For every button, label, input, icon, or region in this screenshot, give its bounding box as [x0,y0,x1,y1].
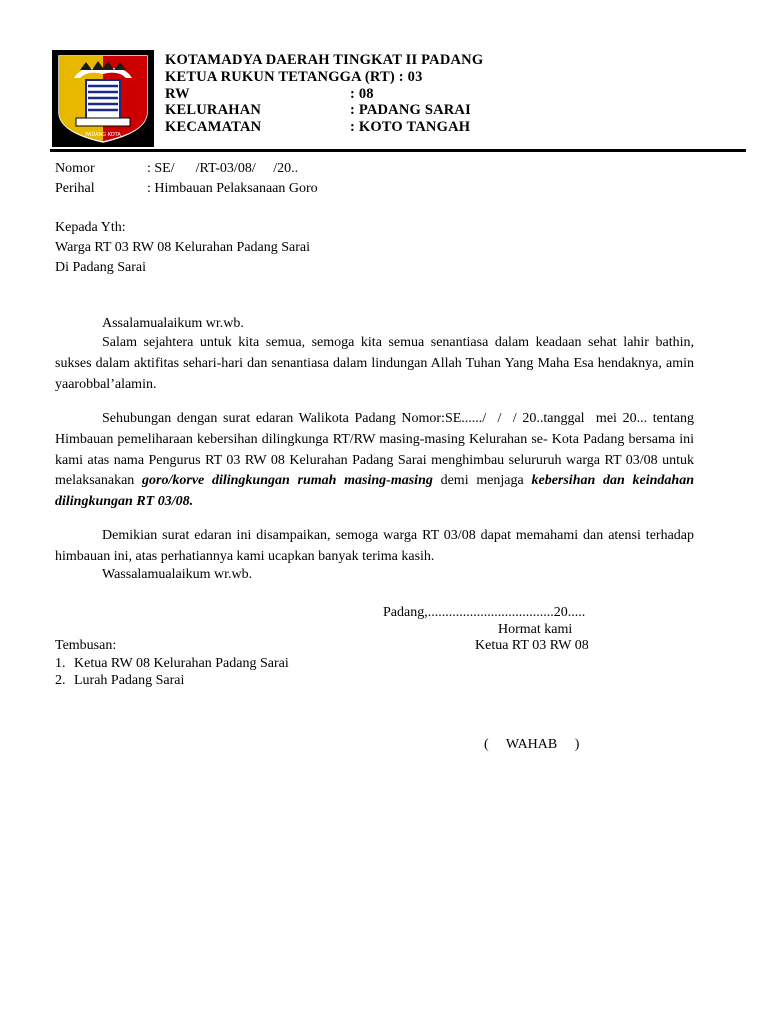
paragraph-1: Salam sejahtera untuk kita semua, semoga kita semua senantiasa dalam keadaan sehat lahir bathin, sukses dalam aktifitas sehari-hari dan senantiasa dalam lindungan Allah Tuhan Yang Maha Esa hendaknya, amin yaarobbal’alamin. [55,335,694,392]
header-divider [50,149,746,152]
paragraph-3: Demikian surat edaran ini disampaikan, semoga warga RT 03/08 dapat memahami dan atensi terhadap himbauan ini, atas perhatiannya kami ucapkan banyak terima kasih. [55,528,694,564]
paragraph-2: Sehubungan dengan surat edaran Walikota Padang Nomor:SE....../ / / 20..tanggal mei 20... tentang Himbauan pemeliharaan kebersihan dilingkunga RT/RW masing-masing Kelurahan se- Kota Padang bersama ini kami atas nama Pengurus RT 03 RW 08 Kelurahan Padang Sarai menghimbau selururuh warga RT 03/08 untuk melaksanakan goro/korve dilingkungan rumah masing-masing demi menjaga kebersihan dan keindahan dilingkungan RT 03/08. [55,411,698,510]
padang-emblem-icon [52,50,154,147]
signer-title: Ketua RT 03 RW 08 [475,638,589,653]
nomor-line: Nomor : SE/ /RT-03/08/ /20.. [55,161,299,176]
cc-label: Tembusan: [55,638,117,653]
svg-text:PADANG KOTA: PADANG KOTA [85,132,121,138]
closing-salutation: Wassalamualaikum wr.wb. [102,567,253,582]
cc-item: 1. Ketua RW 08 Kelurahan Padang Sarai [55,656,289,671]
header-line-4: KELURAHAN : PADANG SARAI [165,102,471,118]
header-line-1: KOTAMADYA DAERAH TINGKAT II PADANG [165,52,484,68]
city-logo [52,50,154,147]
cc-item: 2. Lurah Padang Sarai [55,673,185,688]
regards: Hormat kami [498,622,573,637]
header-line-2: KETUA RUKUN TETANGGA (RT) : 03 [165,69,423,85]
signer-name: ( WAHAB ) [484,737,580,752]
greeting: Assalamualaikum wr.wb. [102,316,244,331]
header-line-3: RW : 08 [165,86,374,102]
address-to: Kepada Yth: [55,220,126,235]
header-line-5: KECAMATAN : KOTO TANGAH [165,119,471,135]
place-date: Padang,....................................20..... [383,605,586,620]
address-location: Di Padang Sarai [55,260,146,275]
address-recipient: Warga RT 03 RW 08 Kelurahan Padang Sarai [55,240,311,255]
perihal-line: Perihal : Himbauan Pelaksanaan Goro [55,181,318,196]
